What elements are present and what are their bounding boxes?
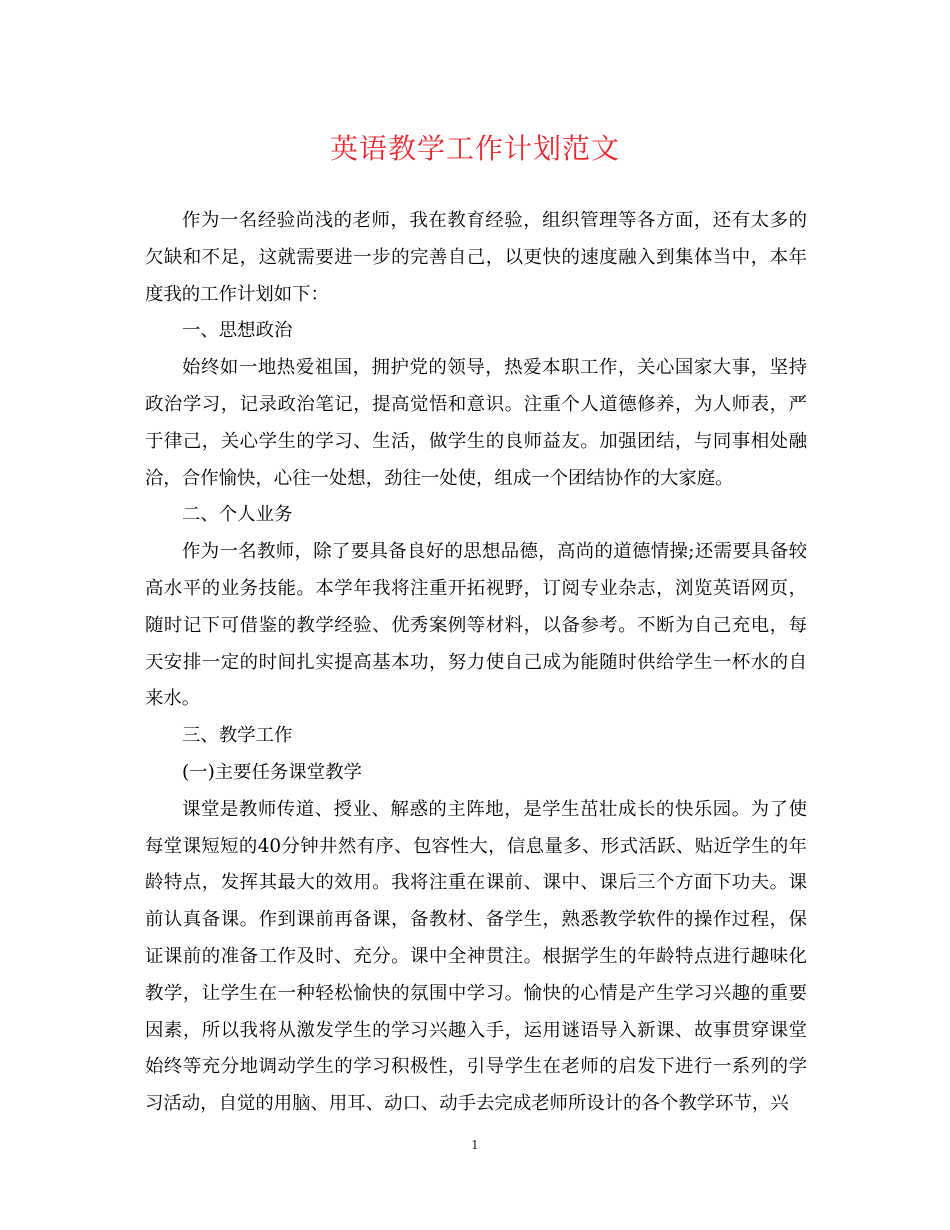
heading-ideology: 一、思想政治	[182, 320, 293, 342]
page-number: 1	[471, 1138, 479, 1152]
heading-professional: 二、个人业务	[182, 504, 293, 526]
paragraph-classroom: 课堂是教师传道、授业、解惑的主阵地，是学生茁壮成长的快乐园。为了使每堂课短短的40分钟井然有序、包容性大，信息量多、形式活跃、贴近学生的年龄特点，发挥其最大的效用。我将注重在课前、课中、课后三个方面下功夫。课前认真备课。作到课前再备课，备教材、备学生，熟悉教学软件的操作过程，保证课前的准备工作及时、充分。课中全神贯注。根据学生的年龄特点进行趣味化教学，让学生在一种轻松愉快的氛围中学习。愉快的心情是产生学习兴趣的重要因素，所以我将从激发学生的学习兴趣入手，运用谜语导入新课、故事贯穿课堂始终等充分地调动学生的学习积极性，引导学生在老师的启发下进行一系列的学习活动，自觉的用脑、用耳、动口、动手去完成老师所设计的各个教学环节，兴	[145, 798, 807, 1115]
paragraph-ideology: 始终如一地热爱祖国，拥护党的领导，热爱本职工作，关心国家大事，坚持政治学习，记录政治笔记，提高觉悟和意识。注重个人道德修养，为人师表，严于律己，关心学生的学习、生活，做学生的良师益友。加强团结，与同事相处融洽，合作愉快，心往一处想，劲往一处使，组成一个团结协作的大家庭。	[145, 357, 807, 489]
subheading-classroom: (一)主要任务课堂教学	[182, 761, 362, 783]
heading-teaching: 三、教学工作	[182, 725, 293, 747]
document-title: 英语教学工作计划范文	[329, 132, 620, 165]
paragraph-professional: 作为一名教师，除了要具备良好的思想品德，高尚的道德情操;还需要具备较高水平的业务技能。本学年我将注重开拓视野，订阅专业杂志，浏览英语网页，随时记下可借鉴的教学经验、优秀案例等材料，以备参考。不断为自己充电，每天安排一定的时间扎实提高基本功，努力使自己成为能随时供给学生一杯水的自来水。	[145, 541, 807, 710]
paragraph-intro: 作为一名经验尚浅的老师，我在教育经验，组织管理等各方面，还有太多的欠缺和不足，这就需要进一步的完善自己，以更快的速度融入到集体当中，本年度我的工作计划如下：	[145, 210, 807, 305]
document-body	[145, 203, 807, 1123]
